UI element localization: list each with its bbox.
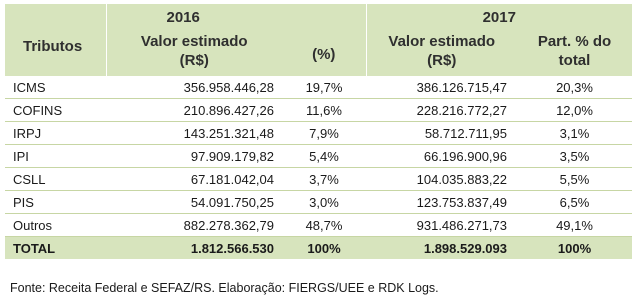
header-year-2016: 2016 xyxy=(106,4,366,30)
row-value-2016: 54.091.750,25 xyxy=(106,191,282,214)
tax-table xyxy=(5,4,632,259)
row-value-2017: 931.486.271,73 xyxy=(366,214,517,237)
row-pct-2016: 19,7% xyxy=(282,76,366,99)
table-row xyxy=(5,214,632,237)
total-value-2016: 1.812.566.530 xyxy=(106,237,282,260)
row-value-2016: 210.896.427,26 xyxy=(106,99,282,122)
total-row xyxy=(5,237,632,260)
table-row xyxy=(5,145,632,168)
header-valor-2017-unit: (R$) xyxy=(427,52,457,69)
total-name: TOTAL xyxy=(5,237,106,260)
total-pct-2016: 100% xyxy=(282,237,366,260)
row-pct-2017: 3,5% xyxy=(517,145,632,168)
row-pct-2016: 3,0% xyxy=(282,191,366,214)
header-year-2017: 2017 xyxy=(366,4,632,30)
row-pct-2017: 3,1% xyxy=(517,122,632,145)
row-value-2016: 882.278.362,79 xyxy=(106,214,282,237)
tax-table-container xyxy=(5,4,632,259)
header-valor-2017-label: Valor estimado xyxy=(388,33,496,50)
row-pct-2016: 3,7% xyxy=(282,168,366,191)
row-value-2017: 386.126.715,47 xyxy=(366,76,517,99)
header-part-2017 xyxy=(517,30,632,76)
total-value-2017: 1.898.529.093 xyxy=(366,237,517,260)
total-pct-2017: 100% xyxy=(517,237,632,260)
header-tributos-label: Tributos xyxy=(23,38,83,55)
row-pct-2016: 11,6% xyxy=(282,99,366,122)
row-name: IRPJ xyxy=(5,122,106,145)
row-name: CSLL xyxy=(5,168,106,191)
row-value-2016: 67.181.042,04 xyxy=(106,168,282,191)
row-value-2016: 97.909.179,82 xyxy=(106,145,282,168)
row-pct-2017: 6,5% xyxy=(517,191,632,214)
row-pct-2016: 48,7% xyxy=(282,214,366,237)
row-value-2017: 66.196.900,96 xyxy=(366,145,517,168)
header-valor-2017 xyxy=(366,30,517,76)
source-note: Fonte: Receita Federal e SEFAZ/RS. Elaboração: FIERGS/UEE e RDK Logs. xyxy=(10,281,439,295)
row-value-2017: 104.035.883,22 xyxy=(366,168,517,191)
row-name: PIS xyxy=(5,191,106,214)
table-row xyxy=(5,76,632,99)
header-valor-2016 xyxy=(106,30,282,76)
table-row xyxy=(5,168,632,191)
row-value-2017: 228.216.772,27 xyxy=(366,99,517,122)
row-name: Outros xyxy=(5,214,106,237)
row-name: COFINS xyxy=(5,99,106,122)
header-pct-2016: (%) xyxy=(282,30,366,76)
row-value-2016: 356.958.446,28 xyxy=(106,76,282,99)
header-valor-2016-unit: (R$) xyxy=(179,52,209,69)
header-part-line1: Part. % do xyxy=(537,33,612,50)
row-pct-2017: 49,1% xyxy=(517,214,632,237)
row-value-2016: 143.251.321,48 xyxy=(106,122,282,145)
header-tributos xyxy=(5,4,106,76)
row-pct-2017: 5,5% xyxy=(517,168,632,191)
row-pct-2016: 7,9% xyxy=(282,122,366,145)
table-row xyxy=(5,99,632,122)
row-pct-2017: 12,0% xyxy=(517,99,632,122)
row-name: IPI xyxy=(5,145,106,168)
row-name: ICMS xyxy=(5,76,106,99)
header-year-row xyxy=(5,4,632,30)
row-value-2017: 123.753.837,49 xyxy=(366,191,517,214)
row-pct-2016: 5,4% xyxy=(282,145,366,168)
row-pct-2017: 20,3% xyxy=(517,76,632,99)
header-part-line2: total xyxy=(558,52,591,69)
table-row xyxy=(5,191,632,214)
table-row xyxy=(5,122,632,145)
header-valor-2016-label: Valor estimado xyxy=(140,33,248,50)
row-value-2017: 58.712.711,95 xyxy=(366,122,517,145)
